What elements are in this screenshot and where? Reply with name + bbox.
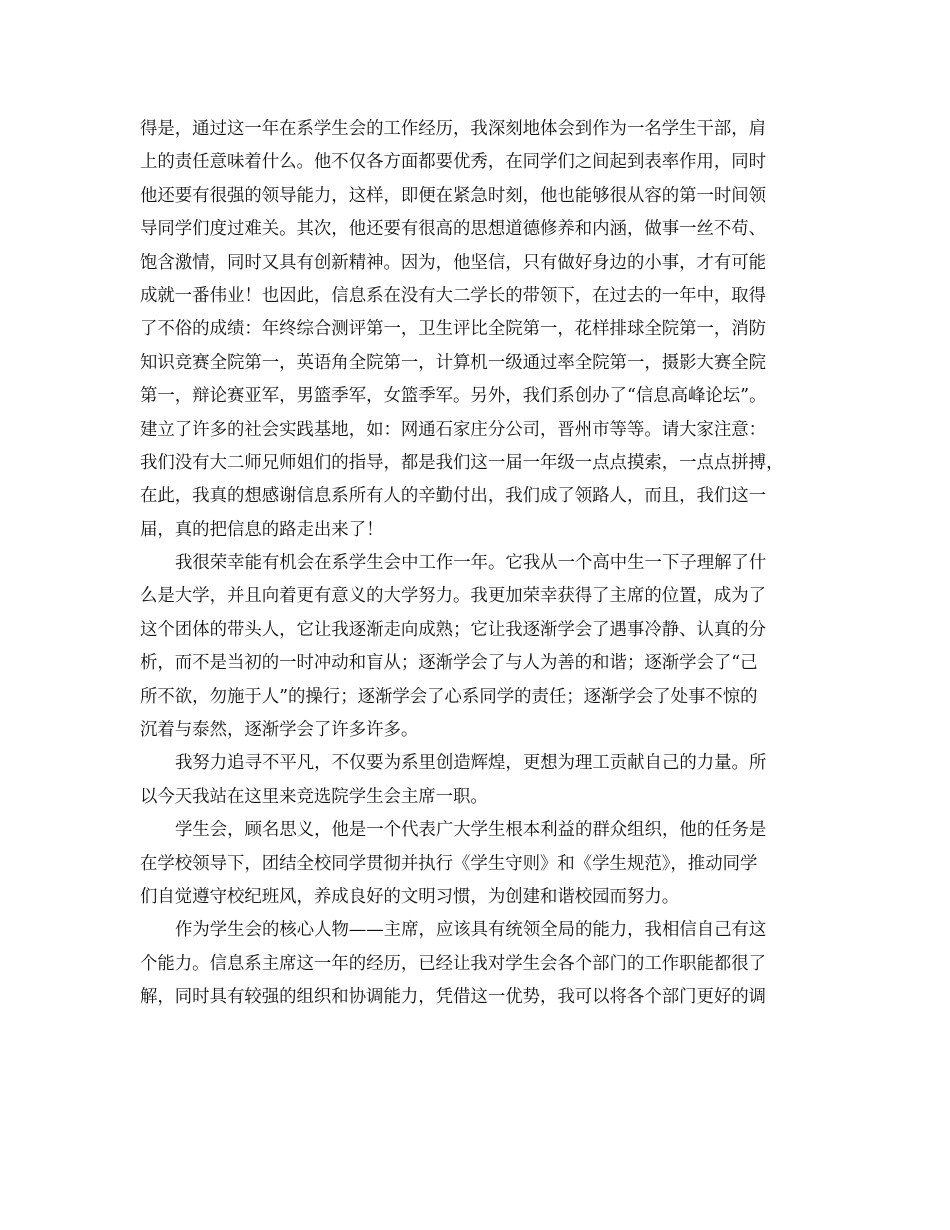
text-line: 知识竞赛全院第一，英语角全院第一，计算机一级通过率全院第一，摄影大赛全院 xyxy=(140,352,767,373)
text-line: 么是大学，并且向着更有意义的大学努力。我更加荣幸获得了主席的位置，成为了 xyxy=(140,586,767,607)
text-line: 导同学们度过难关。其次，他还要有很高的思想道德修养和内涵，做事一丝不苟、 xyxy=(140,219,767,240)
text-line: 这个团体的带头人，它让我逐渐走向成熟；它让我逐渐学会了遇事冷静、认真的分 xyxy=(140,619,767,640)
paragraph-first-line: 学生会，顾名思义，他是一个代表广大学生根本利益的群众组织，他的任务是 xyxy=(175,820,767,841)
text-line: 以今天我站在这里来竞选院学生会主席一职。 xyxy=(140,786,488,807)
text-line: 第一，辩论赛亚军，男篮季军，女篮季军。另外，我们系创办了“信息高峰论坛”。 xyxy=(140,386,767,407)
text-line: 个能力。信息系主席这一年的经历，已经让我对学生会各个部门的工作职能都很了 xyxy=(140,953,767,974)
paragraph-first-line: 我努力追寻不平凡，不仅要为系里创造辉煌，更想为理工贡献自己的力量。所 xyxy=(175,753,767,774)
text-line: 解，同时具有较强的组织和协调能力，凭借这一优势，我可以将各个部门更好的调 xyxy=(140,987,767,1008)
text-line: 了不俗的成绩：年终综合测评第一，卫生评比全院第一，花样排球全院第一，消防 xyxy=(140,319,767,340)
text-line: 他还要有很强的领导能力，这样，即便在紧急时刻，他也能够很从容的第一时间领 xyxy=(140,185,767,206)
text-line: 在学校领导下，团结全校同学贯彻并执行《学生守则》和《学生规范》，推动同学 xyxy=(140,853,758,874)
text-line: 得是，通过这一年在系学生会的工作经历，我深刻地体会到作为一名学生干部，肩 xyxy=(140,119,767,139)
text-line: 我们没有大二师兄师姐们的指导，都是我们这一届一年级一点点摸索，一点点拼搏， xyxy=(140,452,784,473)
text-line: 届，真的把信息的路走出来了！ xyxy=(140,519,384,540)
paragraph-first-line: 作为学生会的核心人物——主席，应该具有统领全局的能力，我相信自己有这 xyxy=(175,920,767,941)
text-line: 建立了许多的社会实践基地，如：网通石家庄分公司，晋州市等等。请大家注意： xyxy=(140,419,767,440)
text-line: 们自觉遵守校纪班风，养成良好的文明习惯，为创建和谐校园而努力。 xyxy=(140,886,680,907)
document-body xyxy=(140,113,840,1015)
paragraph-first-line: 我很荣幸能有机会在系学生会中工作一年。它我从一个高中生一下子理解了什 xyxy=(175,553,767,574)
text-line: 析，而不是当初的一时冲动和盲从；逐渐学会了与人为善的和谐；逐渐学会了“己 xyxy=(140,653,758,674)
text-line: 在此，我真的想感谢信息系所有人的辛勤付出，我们成了领路人，而且，我们这一 xyxy=(140,486,767,507)
text-line: 成就一番伟业！也因此，信息系在没有大二学长的带领下，在过去的一年中，取得 xyxy=(140,285,767,306)
text-line: 所不欲，勿施于人”的操行；逐渐学会了心系同学的责任；逐渐学会了处事不惊的 xyxy=(140,686,758,707)
text-line: 饱含激情，同时又具有创新精神。因为，他坚信，只有做好身边的小事，才有可能 xyxy=(140,252,767,273)
text-line: 上的责任意味着什么。他不仅各方面都要优秀，在同学们之间起到表率作用，同时 xyxy=(140,152,767,173)
text-line: 沉着与泰然，逐渐学会了许多许多。 xyxy=(140,720,419,741)
